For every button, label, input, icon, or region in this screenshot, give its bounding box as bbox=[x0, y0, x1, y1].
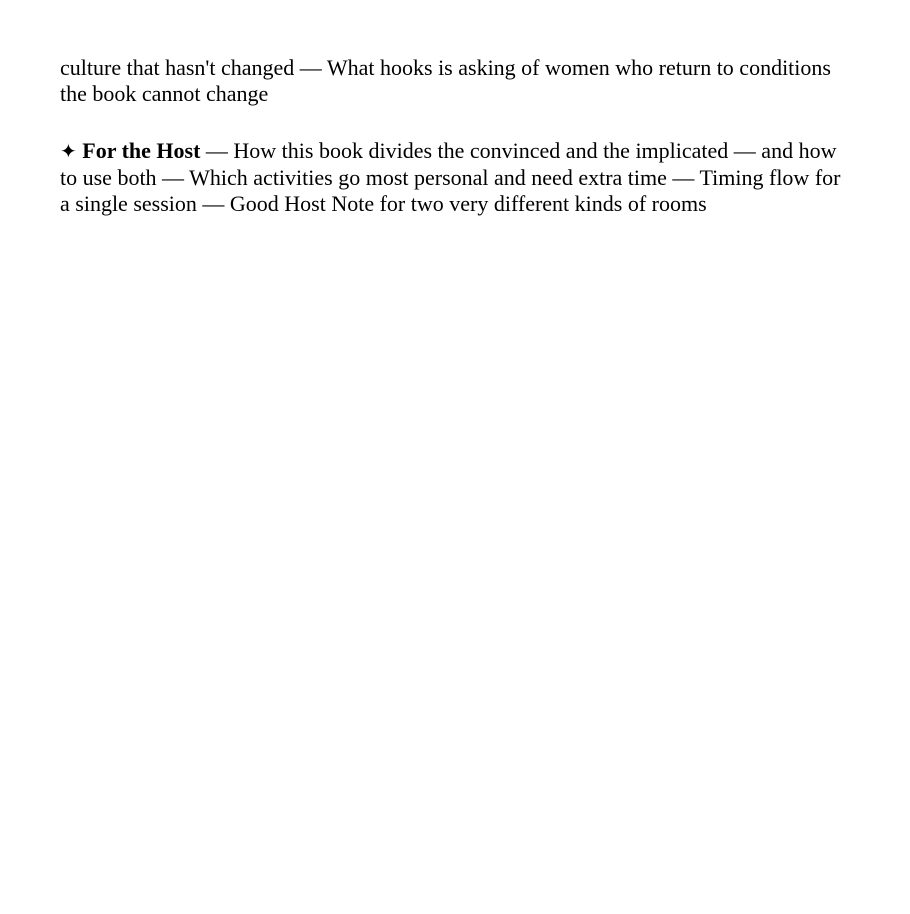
section-lead-heading: For the Host bbox=[82, 138, 201, 163]
paragraph-for-the-host bbox=[60, 138, 850, 218]
document-page bbox=[60, 55, 850, 218]
sparkle-icon: ✦ bbox=[60, 139, 77, 163]
section-body-text: — How this book divides the convinced and the implicated — and how to use both — Which activities go most personal and need extra time — Timing flow for a single session — Good Host Note for two very different kinds of rooms bbox=[60, 138, 841, 217]
paragraph-continuation: culture that hasn't changed — What hooks is asking of women who return to conditions the book cannot change bbox=[60, 55, 831, 106]
